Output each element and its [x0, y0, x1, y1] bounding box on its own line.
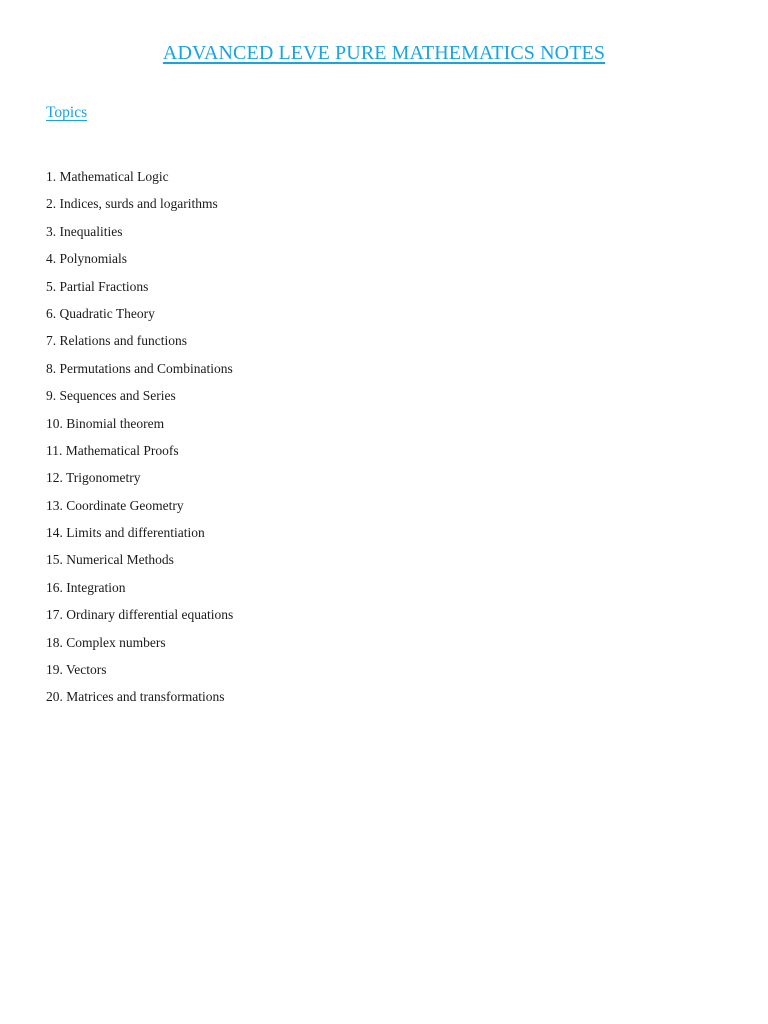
topic-item: 7. Relations and functions	[46, 333, 187, 349]
topic-item: 1. Mathematical Logic	[46, 169, 169, 184]
topic-item: 11. Mathematical Proofs	[46, 442, 179, 458]
topic-item: 8. Permutations and Combinations	[46, 360, 233, 376]
topic-item: 18. Complex numbers	[46, 634, 166, 650]
topic-item: 20. Matrices and transformations	[46, 689, 225, 705]
topic-list	[46, 163, 233, 711]
topics-heading: Topics	[46, 104, 88, 121]
topic-item: 13. Coordinate Geometry	[46, 497, 184, 513]
topic-item: 4. Polynomials	[46, 251, 128, 267]
topic-item: 10. Binomial theorem	[46, 415, 165, 431]
topic-item: 2. Indices, surds and logarithms	[46, 196, 218, 212]
topic-item: 3. Inequalities	[46, 223, 123, 239]
topic-item: 19. Vectors	[46, 662, 107, 678]
topic-item: 15. Numerical Methods	[46, 552, 174, 568]
topic-item: 17. Ordinary differential equations	[46, 607, 234, 623]
topic-item: 16. Integration	[46, 579, 126, 595]
document-title: ADVANCED LEVE PURE MATHEMATICS NOTES	[162, 42, 606, 64]
topic-item: 5. Partial Fractions	[46, 278, 149, 294]
topic-item: 14. Limits and differentiation	[46, 525, 205, 541]
topic-item: 6. Quadratic Theory	[46, 305, 155, 321]
topic-item: 12. Trigonometry	[46, 470, 141, 486]
topic-item: 9. Sequences and Series	[46, 388, 176, 404]
